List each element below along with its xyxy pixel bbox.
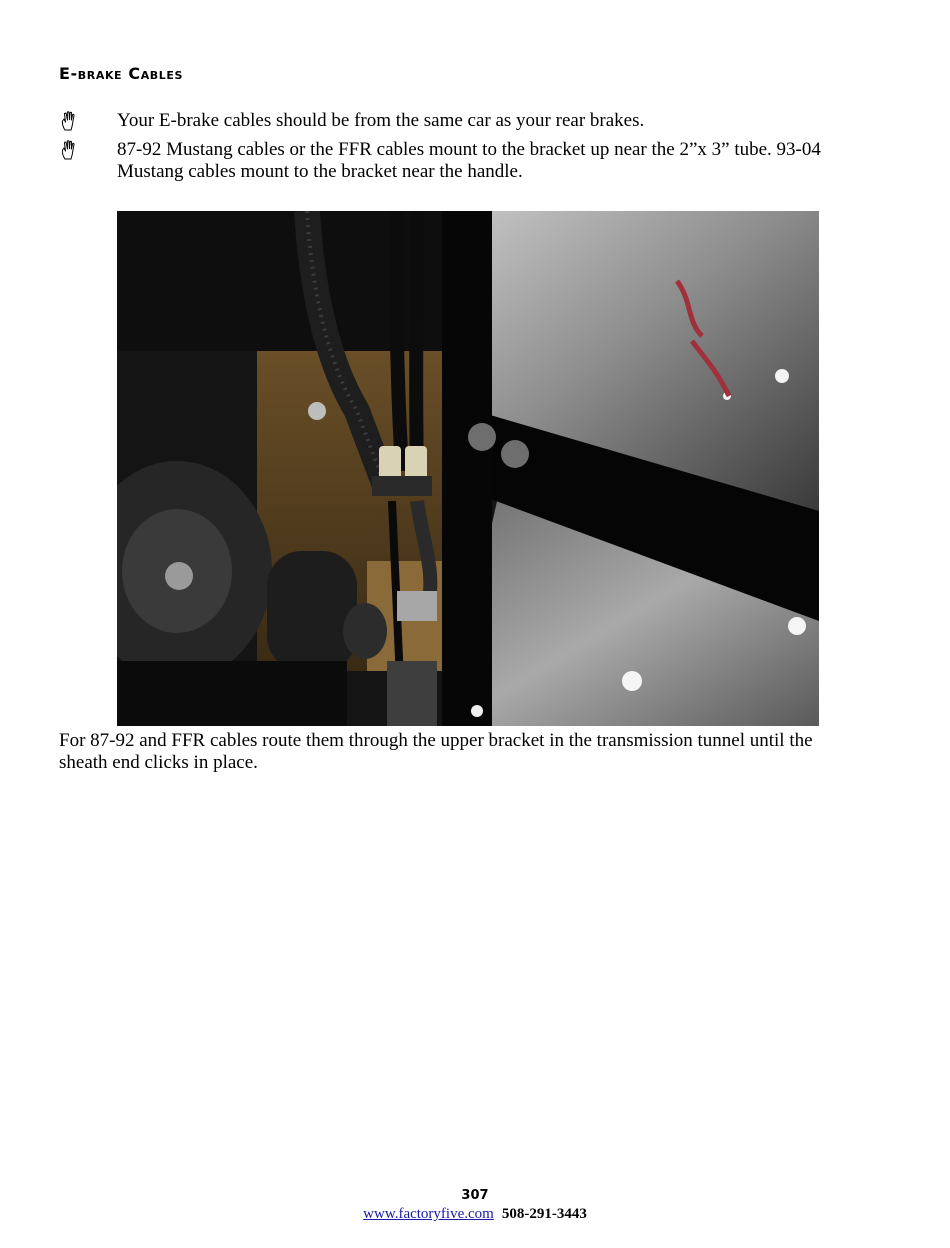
photo-caption: For 87-92 and FFR cables route them through the upper bracket in the transmission tunnel until the sheath end clicks in place.: [59, 730, 813, 773]
page-number: 307: [461, 1188, 489, 1203]
website-link[interactable]: www.factoryfive.com: [363, 1206, 494, 1222]
section-heading: E-brake Cables: [59, 64, 184, 83]
bullet-item: [59, 139, 849, 185]
phone-number: 508-291-3443: [501, 1206, 587, 1222]
page-footer: [0, 1206, 950, 1223]
bullet-text: Your E-brake cables should be from the same car as your rear brakes.: [117, 110, 645, 131]
pointing-hand-icon: [59, 139, 81, 161]
bullet-item: [59, 110, 849, 134]
ebrake-cable-photo: [117, 211, 819, 726]
bullet-text: 87-92 Mustang cables or the FFR cables mount to the bracket up near the 2”x 3” tube. 93-04 Mustang cables mount to the bracket near the handle.: [117, 139, 821, 182]
pointing-hand-icon: [59, 110, 81, 132]
